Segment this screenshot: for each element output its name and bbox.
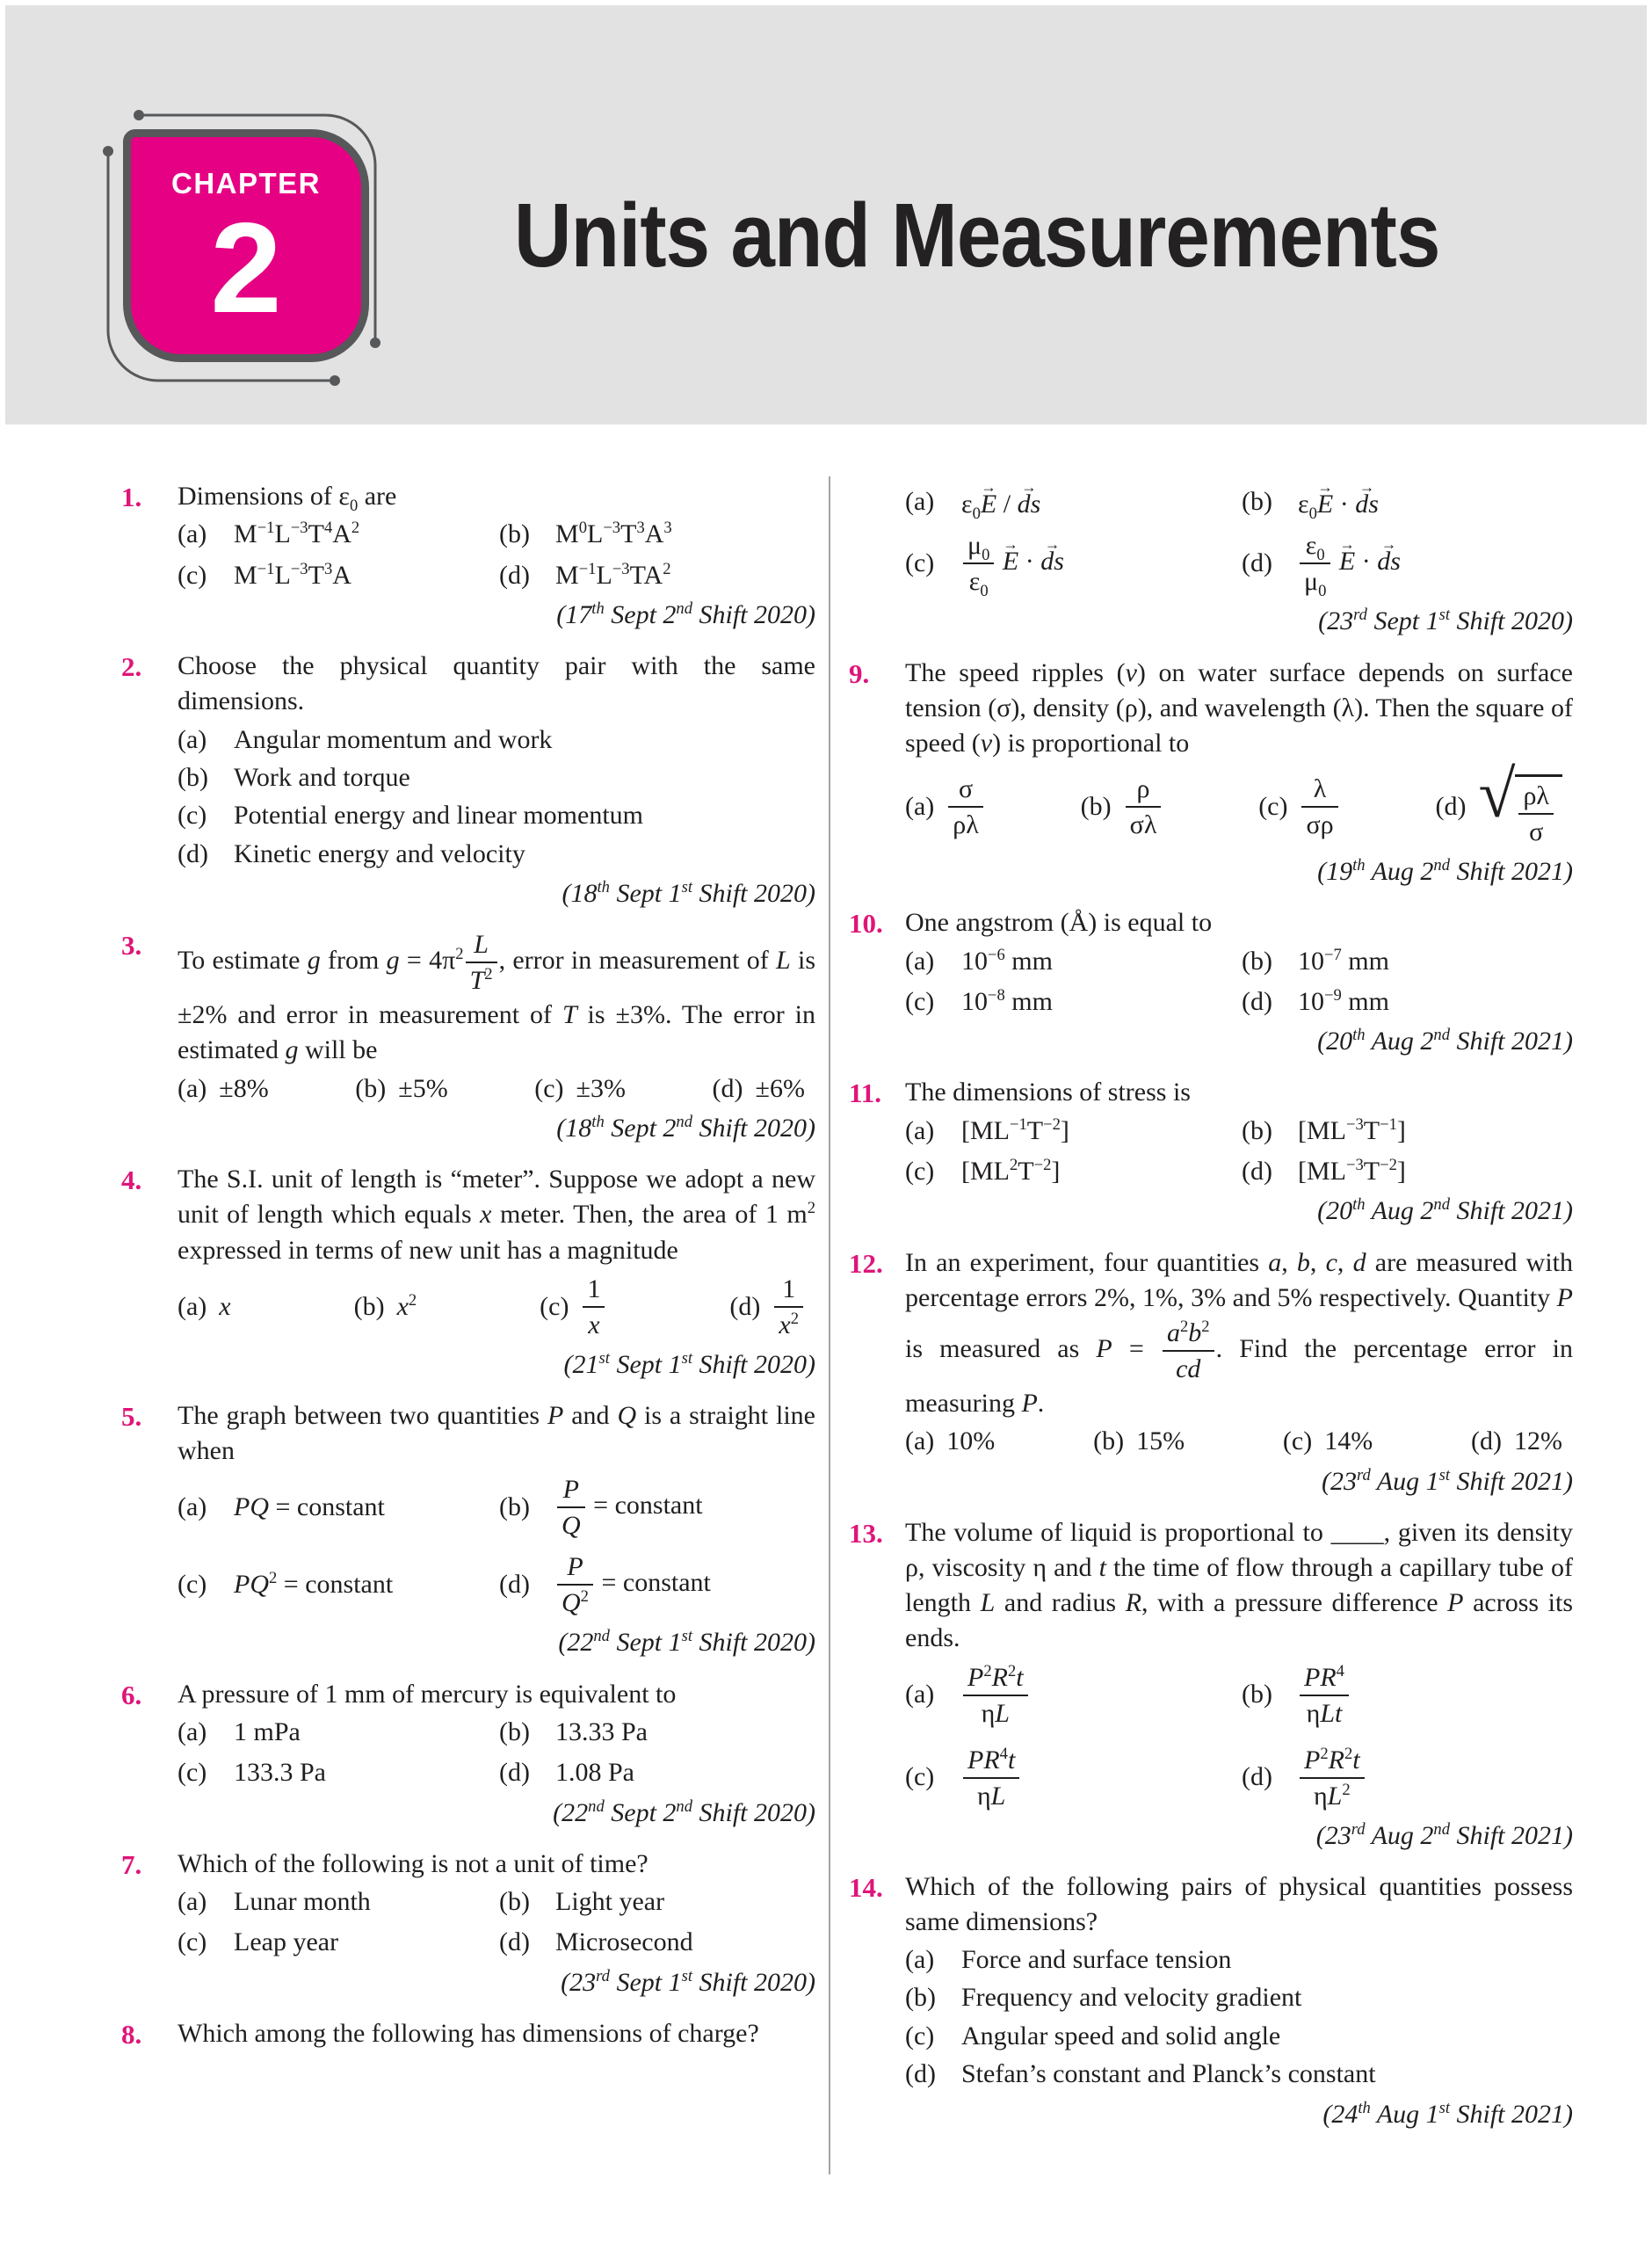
option-content: 1.08 Pa	[555, 1758, 634, 1788]
question-body	[178, 649, 815, 911]
sqrt: √ $\frac{\rho\lambda}{\sigma}$	[1478, 765, 1562, 849]
option-label: (c)	[178, 1758, 207, 1788]
option	[178, 761, 815, 795]
question-number: 9.	[849, 657, 870, 689]
option-content: Light year	[555, 1886, 665, 1916]
option-content: Frequency and velocity gradient	[961, 1983, 1302, 2013]
options	[905, 1943, 1573, 2092]
option-content	[1300, 772, 1339, 842]
question-number: 1.	[121, 482, 142, 512]
question-stem: Choose the physical quantity pair with the same dimensions.	[178, 651, 815, 716]
option-label: (c)	[540, 1291, 569, 1321]
option	[905, 772, 985, 842]
option	[178, 1550, 494, 1620]
question-stem: One angstrom (Å) is equal to	[905, 908, 1213, 938]
options	[905, 757, 1573, 849]
chapter-label: CHAPTER	[170, 167, 321, 200]
option-label: (b)	[1242, 946, 1272, 976]
question-date: (24th Aug 1st Shift 2021)	[1322, 2098, 1573, 2129]
question	[121, 1677, 815, 1831]
question-number: 14.	[849, 1871, 883, 1903]
chapter-badge	[123, 129, 369, 362]
question	[121, 1847, 815, 2000]
vector: ds →	[1377, 545, 1401, 578]
question-stem: In an experiment, four quantities a, b, c, d are measured with percentage errors 2%, 1%, 3% and 5% respectively. Quantity P is measured as P = $\frac{a^2b^2}{cd}$ . Find the percentage error in measuring P.	[905, 1247, 1574, 1419]
question	[849, 1245, 1573, 1499]
question-body	[905, 479, 1573, 640]
option-content: Angular speed and solid angle	[961, 2021, 1281, 2050]
question	[849, 1515, 1573, 1854]
option	[499, 1472, 815, 1542]
question-stem: The speed ripples (v) on water surface depends on surface tension (σ), density (ρ), and wavelength (λ). Then the square of speed (v) is proportional to	[905, 657, 1573, 758]
option	[178, 1756, 494, 1789]
option-content: Force and surface tension	[961, 1945, 1232, 1975]
question	[849, 1075, 1573, 1229]
option-content: ±5%	[398, 1073, 448, 1103]
option-label: (b)	[1242, 1115, 1272, 1145]
option-label: (d)	[499, 1570, 530, 1600]
question	[121, 1162, 815, 1383]
question-stem: The graph between two quantities P and Q is a straight line when	[178, 1400, 815, 1466]
option-content	[946, 772, 985, 842]
option	[1093, 1425, 1185, 1458]
fraction: $\frac{1}{x^2}$	[774, 1274, 803, 1339]
option-label: (b)	[1080, 791, 1112, 821]
fraction: $\frac{\sigma}{\rho\lambda}$	[948, 774, 983, 839]
question-date: (18th Sept 1st Shift 2020)	[562, 878, 815, 909]
question-body	[905, 905, 1573, 1059]
option-content	[1298, 1743, 1366, 1813]
option-content	[581, 1272, 606, 1342]
option-content	[1478, 757, 1562, 849]
option-content: 15%	[1136, 1426, 1185, 1456]
question-date: (19th Aug 2nd Shift 2021)	[1317, 856, 1573, 887]
option	[1435, 757, 1562, 849]
option-content: ±8%	[219, 1073, 269, 1103]
options	[178, 518, 815, 592]
option	[178, 799, 815, 832]
option-label: (d)	[499, 1927, 530, 1957]
option-content: $M^{-1}L^{-3}T^4A^2$	[234, 519, 360, 549]
question-stem: Which of the following pairs of physical quantities possess same dimensions?	[905, 1871, 1573, 1936]
fraction: $\frac{\varepsilon_0}{\mu_0}$	[1300, 531, 1330, 596]
option-content: $PQ^2$ = constant	[234, 1569, 394, 1600]
option-label: (d)	[1242, 1157, 1272, 1187]
option	[1081, 772, 1163, 842]
option-label: (a)	[905, 1945, 935, 1975]
option-content: $M^0L^{-3}T^3A^3$	[555, 519, 672, 549]
fraction: $\frac{\lambda}{\sigma\rho}$	[1301, 774, 1337, 839]
option-label: (a)	[905, 791, 935, 821]
question-stem: The S.I. unit of length is “meter”. Suppose we adopt a new unit of length which equals x meter. Then, the area of 1 $m^2$ expressed in terms of new unit has a magnitude	[178, 1165, 815, 1265]
option-label: (b)	[178, 762, 208, 792]
option	[1242, 483, 1573, 521]
options	[905, 1114, 1573, 1189]
fraction: $\frac{P^2R^2t}{\eta L^2}$	[1300, 1746, 1365, 1811]
option-content	[961, 1743, 1021, 1813]
question-date: (22nd Sept 1st Shift 2020)	[558, 1627, 815, 1658]
vector: E →	[1317, 488, 1333, 521]
options	[905, 1425, 1573, 1458]
option-label: (d)	[178, 838, 208, 868]
option	[1242, 528, 1573, 599]
option-label: (a)	[178, 1492, 207, 1522]
option-label: (d)	[499, 1758, 530, 1788]
chapter-number: 2	[210, 196, 282, 339]
option	[499, 1716, 815, 1749]
question	[121, 649, 815, 911]
page-title: Units and Measurements	[514, 185, 1440, 286]
option-content: x	[219, 1291, 231, 1321]
option-content: ±6%	[755, 1073, 805, 1103]
question-date: (23rd Sept 1st Shift 2020)	[1318, 606, 1573, 636]
option	[905, 1943, 1573, 1977]
option-label: (b)	[499, 1886, 530, 1916]
fraction: $\frac{P}{Q^2}$	[557, 1552, 593, 1617]
option-label: (b)	[1242, 1680, 1272, 1709]
option-content: 13.33 Pa	[555, 1717, 648, 1746]
question	[121, 479, 815, 633]
option-content: $10^{-6}$ mm	[961, 945, 1053, 976]
option-label: (d)	[1242, 548, 1272, 578]
option-label: (d)	[905, 2059, 936, 2089]
question-body	[178, 1847, 815, 2000]
option	[905, 985, 1236, 1019]
question-number: 4.	[121, 1165, 142, 1196]
option	[713, 1072, 805, 1106]
column-right	[849, 479, 1573, 2148]
question-body	[178, 1398, 815, 1661]
option	[178, 838, 815, 871]
option	[499, 1885, 815, 1919]
option	[534, 1072, 626, 1106]
fraction: $\frac{a^2b^2}{cd}$	[1163, 1318, 1214, 1383]
option-content: $x^2$	[396, 1290, 417, 1321]
option-label: (c)	[178, 1927, 207, 1957]
question-number	[849, 479, 905, 640]
question-number: 7.	[121, 1848, 142, 1880]
option	[178, 518, 494, 551]
option	[355, 1072, 447, 1106]
option-label: (a)	[905, 487, 935, 516]
option-content: $\varepsilon_0E$ → · ds →	[1298, 483, 1379, 521]
option-label: (d)	[1471, 1426, 1502, 1456]
question-body	[178, 927, 815, 1146]
option-content	[961, 1660, 1030, 1731]
question-stem: The dimensions of stress is	[905, 1078, 1191, 1107]
question-date: (17th Sept 2nd Shift 2020)	[556, 599, 815, 629]
option-content: $M^{-1}L^{-3}T^3A$	[234, 559, 351, 590]
option-content: Work and torque	[234, 762, 410, 792]
option	[499, 1550, 815, 1620]
option-content: $[ML^{-1}T^{-2}]$	[961, 1114, 1069, 1145]
option-content: $10^{-9}$ mm	[1298, 985, 1389, 1016]
options	[905, 945, 1573, 1020]
fraction: $\frac{PR^4t}{\eta L}$	[963, 1746, 1019, 1811]
option-label: (d)	[499, 560, 530, 590]
option	[178, 1472, 494, 1542]
option-label: (c)	[905, 548, 935, 578]
option-content: Potential energy and linear momentum	[234, 801, 643, 831]
option	[905, 2020, 1573, 2053]
options	[178, 723, 815, 872]
question-date: (23rd Sept 1st Shift 2020)	[561, 1966, 815, 1997]
question	[849, 905, 1573, 1059]
question	[121, 927, 815, 1146]
option-content	[1298, 1660, 1351, 1731]
question-stem: To estimate g from $g = 4\pi^2$ $\frac{L}{T^2}$ , error in measurement of L is ±2% and error in measurement of T is ±3%. The error in estimated g will be	[178, 930, 816, 1065]
question-body	[905, 1245, 1573, 1499]
fraction: $\frac{P}{Q}$	[557, 1475, 585, 1540]
question-stem: Which among the following has dimensions of charge?	[178, 2018, 759, 2048]
option-label: (c)	[905, 1157, 935, 1187]
option	[905, 528, 1236, 599]
column-left	[121, 479, 815, 2071]
option-label: (b)	[1093, 1426, 1125, 1456]
question-number: 6.	[121, 1679, 142, 1710]
fraction: $\frac{P^2R^2t}{\eta L}$	[963, 1663, 1028, 1728]
option-content: $[ML^{-3}T^{-1}]$	[1298, 1114, 1406, 1145]
question-body	[905, 656, 1573, 890]
option-label: (a)	[178, 1073, 207, 1103]
question-number: 13.	[849, 1517, 883, 1549]
option-content	[1124, 772, 1163, 842]
question-number: 2.	[121, 651, 142, 683]
option-label: (d)	[1242, 986, 1272, 1016]
option-label: (c)	[905, 2021, 935, 2050]
option-label: (a)	[905, 946, 935, 976]
option	[178, 1290, 231, 1324]
option-content: $10^{-7}$ mm	[1298, 945, 1389, 976]
option-label: (a)	[178, 1717, 207, 1746]
option-label: (d)	[712, 1073, 743, 1103]
option-label: (c)	[905, 986, 935, 1016]
option-content: 1 mPa	[234, 1717, 301, 1746]
option-content	[772, 1272, 805, 1342]
option-content: $\frac{P}{Q^2}$ = constant	[555, 1550, 711, 1620]
question-body	[905, 1075, 1573, 1229]
option-label: (b)	[499, 519, 530, 549]
option	[1242, 945, 1573, 978]
option-content: Leap year	[234, 1927, 339, 1957]
option	[905, 1155, 1236, 1188]
question	[849, 656, 1573, 890]
option-label: (a)	[905, 1115, 935, 1145]
option-label: (b)	[355, 1073, 387, 1103]
option	[1242, 1660, 1573, 1731]
options	[905, 483, 1573, 599]
option	[1258, 772, 1339, 842]
question-date: (22nd Sept 2nd Shift 2020)	[553, 1796, 815, 1827]
question-body	[178, 1162, 815, 1383]
option-content: Kinetic energy and velocity	[234, 838, 525, 868]
option-content: Lunar month	[234, 1886, 371, 1916]
option-label: (d)	[729, 1291, 761, 1321]
option	[178, 559, 494, 592]
option-label: (a)	[905, 1680, 935, 1709]
options	[178, 1472, 815, 1620]
option	[905, 2058, 1573, 2091]
option-content: $\frac{P}{Q}$ = constant	[555, 1472, 703, 1542]
option	[1471, 1425, 1562, 1458]
option-content: $\varepsilon_0E$ → / ds →	[961, 483, 1040, 521]
question-number: 8.	[121, 2018, 142, 2050]
option-content: $\frac{\varepsilon_0}{\mu_0}$ E → · ds →	[1298, 528, 1401, 599]
vector: ds →	[1040, 545, 1064, 578]
question-date: (23rd Aug 1st Shift 2021)	[1321, 1465, 1573, 1496]
question-stem: Which of the following is not a unit of time?	[178, 1848, 648, 1878]
option-label: (a)	[178, 1291, 207, 1321]
option-content: 14%	[1324, 1426, 1373, 1456]
option-content: Angular momentum and work	[234, 724, 553, 754]
option-content: 133.3 Pa	[234, 1758, 326, 1788]
question	[849, 1869, 1573, 2132]
question-body	[178, 479, 815, 633]
option	[499, 559, 815, 592]
vector: E →	[981, 488, 996, 521]
option-label: (c)	[178, 560, 207, 590]
question-body	[178, 1677, 815, 1831]
option-label: (c)	[178, 801, 207, 831]
option-content: $[ML^{-3}T^{-2}]$	[1298, 1156, 1406, 1187]
option-content: Stefan’s constant and Planck’s constant	[961, 2059, 1376, 2089]
option-content: 12%	[1514, 1426, 1562, 1456]
option	[178, 1926, 494, 1959]
vector: ds →	[1355, 488, 1379, 521]
option	[905, 945, 1236, 978]
question	[121, 1398, 815, 1661]
option	[905, 1425, 995, 1458]
option-label: (b)	[499, 1492, 530, 1522]
option-content: ±3%	[576, 1073, 627, 1103]
option	[1242, 1114, 1573, 1148]
option-label: (c)	[905, 1762, 935, 1792]
option	[1242, 1743, 1573, 1813]
question-number: 5.	[121, 1400, 142, 1432]
question	[849, 479, 1573, 640]
option	[178, 1072, 269, 1106]
option-label: (a)	[178, 724, 207, 754]
option	[499, 1756, 815, 1789]
question-body	[178, 2016, 815, 2055]
option	[1283, 1425, 1373, 1458]
option	[905, 1981, 1573, 2014]
option-label: (a)	[178, 1886, 207, 1916]
vector: E →	[1339, 545, 1355, 578]
option-label: (d)	[1435, 791, 1467, 821]
options	[178, 1072, 815, 1106]
question-body	[905, 1515, 1573, 1854]
option	[178, 1716, 494, 1749]
question-date: (23rd Aug 2nd Shift 2021)	[1315, 1819, 1573, 1850]
option	[905, 1114, 1236, 1148]
option-label: (a)	[178, 519, 207, 549]
option-content: $10^{-8}$ mm	[961, 985, 1053, 1016]
option	[499, 1926, 815, 1959]
question-date: (21st Sept 1st Shift 2020)	[563, 1348, 815, 1379]
question-stem: Dimensions of $\varepsilon_0$ are	[178, 482, 397, 515]
option-content: $M^{-1}L^{-3}TA^2$	[555, 559, 671, 590]
option-label: (c)	[1282, 1426, 1313, 1456]
option-content: $[ML^2T^{-2}]$	[961, 1156, 1061, 1187]
question-date: (20th Aug 2nd Shift 2021)	[1317, 1195, 1573, 1226]
option	[1242, 985, 1573, 1019]
options	[178, 1272, 815, 1342]
options	[178, 1716, 815, 1790]
option-label: (b)	[499, 1717, 530, 1746]
option	[499, 518, 815, 551]
option-content: 10%	[946, 1426, 996, 1456]
option	[354, 1290, 417, 1324]
fraction: $\frac{1}{x}$	[583, 1274, 605, 1339]
option	[1242, 1155, 1573, 1188]
fraction: $\frac{\rho}{\sigma\lambda}$	[1126, 774, 1162, 839]
option-label: (b)	[353, 1291, 385, 1321]
options	[178, 1885, 815, 1960]
question-number: 12.	[849, 1247, 883, 1279]
fraction: $\frac{\rho\lambda}{\sigma}$	[1518, 781, 1554, 846]
option-label: (b)	[1242, 487, 1272, 516]
question-number: 3.	[121, 930, 142, 962]
option-content: $\frac{\mu_0}{\varepsilon_0}$ E → · ds →	[961, 528, 1064, 599]
column-divider	[829, 476, 830, 2174]
question-date: (18th Sept 2nd Shift 2020)	[556, 1113, 815, 1143]
option-label: (b)	[905, 1983, 936, 2013]
option-content: Microsecond	[555, 1927, 693, 1957]
vector: E →	[1003, 545, 1018, 578]
fraction: $\frac{PR^4}{\text{ηLt}}$	[1300, 1663, 1349, 1728]
option	[905, 1660, 1236, 1731]
question-number: 10.	[849, 908, 883, 940]
fraction: $\frac{\mu_0}{\varepsilon_0}$	[963, 531, 994, 596]
option-label: (c)	[178, 1570, 207, 1600]
question-stem: A pressure of 1 mm of mercury is equivalent to	[178, 1679, 677, 1709]
option-label: (d)	[1242, 1762, 1272, 1792]
option	[178, 1885, 494, 1919]
option-content: PQ = constant	[234, 1492, 385, 1522]
question-stem: The volume of liquid is proportional to ____, given its density ρ, viscosity η and t the time of flow through a capillary tube of length L and radius R, with a pressure difference P across its ends.	[905, 1517, 1573, 1653]
vector: ds →	[1018, 488, 1041, 521]
option	[905, 1743, 1236, 1813]
option	[729, 1272, 805, 1342]
option	[905, 483, 1236, 521]
option-label: (a)	[905, 1426, 935, 1456]
options	[905, 1660, 1573, 1813]
option	[540, 1272, 606, 1342]
option-label: (c)	[1258, 791, 1288, 821]
question-date: (20th Aug 2nd Shift 2021)	[1317, 1026, 1573, 1056]
option	[178, 723, 815, 757]
option-label: (c)	[534, 1073, 564, 1103]
fraction: $\frac{L}{T^2}$	[466, 930, 497, 995]
question-body	[905, 1869, 1573, 2132]
question-number: 11.	[849, 1078, 882, 1109]
question	[121, 2016, 815, 2055]
